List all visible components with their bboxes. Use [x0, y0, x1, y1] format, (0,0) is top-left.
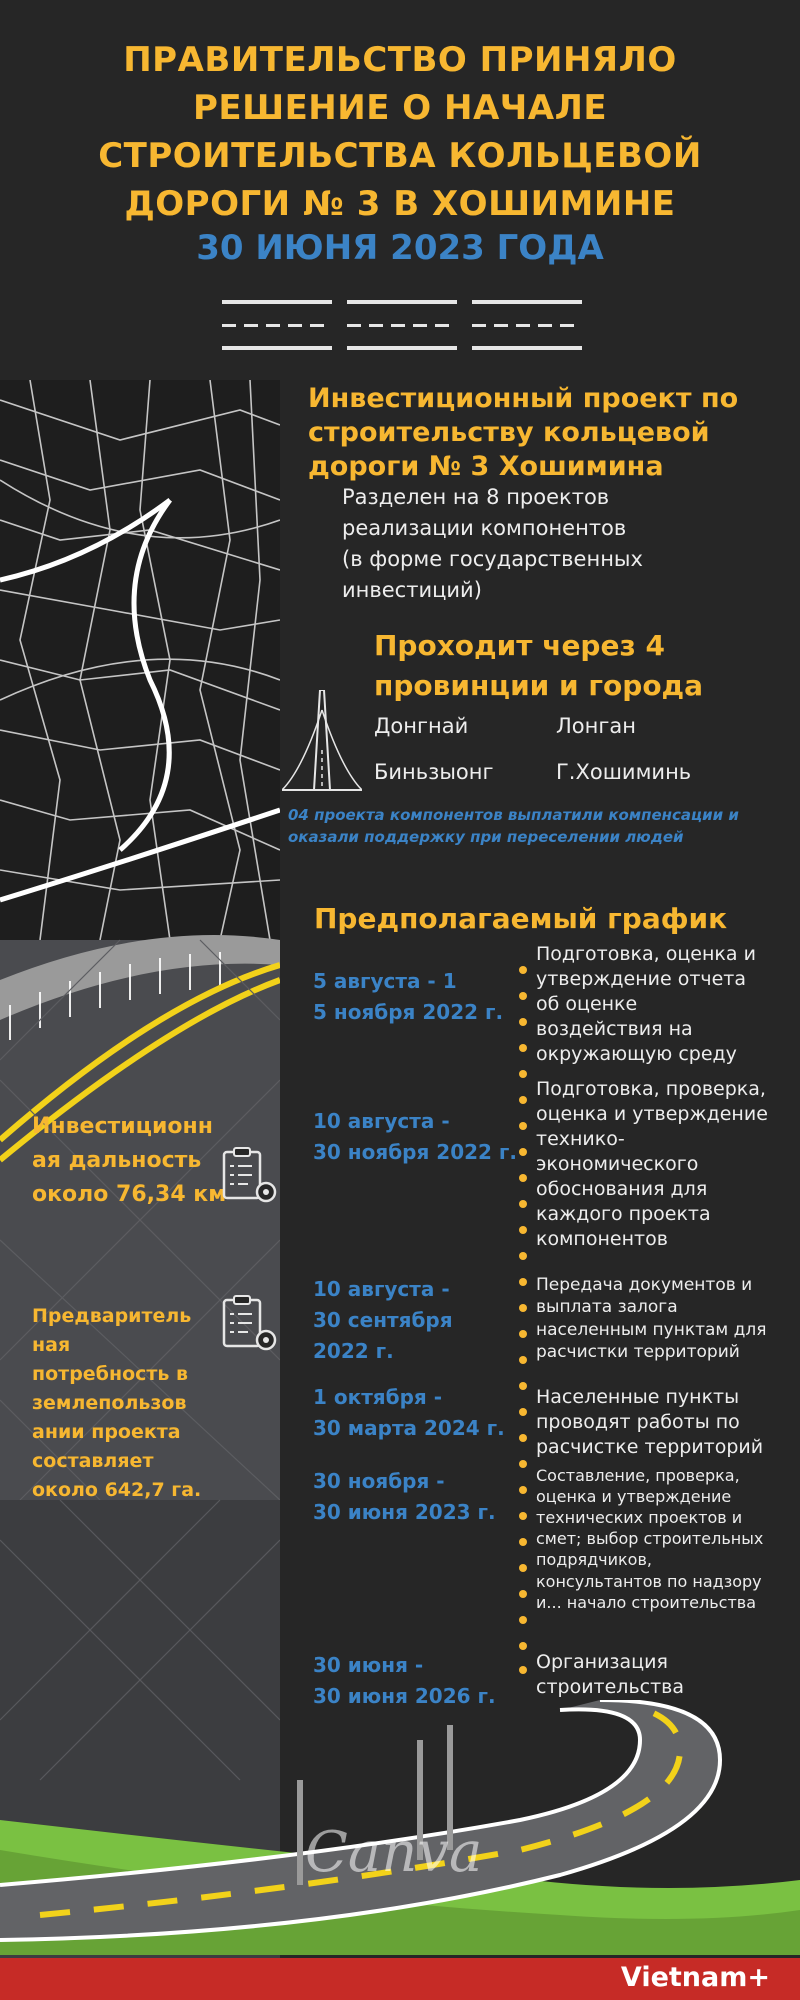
compensation-note: 04 проекта компонентов выплатили компенсации и оказали поддержку при переселении людей [288, 806, 739, 846]
decorative-road-lines [222, 300, 582, 352]
watermark-text: Canva [305, 1820, 483, 1885]
solid-line-row [222, 300, 582, 304]
brand-logo-text: Vietnam+ [620, 1962, 770, 1993]
checklist-gear-icon [218, 1144, 282, 1208]
land-use-stat: Предваритель ная потребность в землепользов ании проекта составляет около 642,7 га. [32, 1305, 202, 1501]
schedule-title: Предполагаемый график [314, 902, 728, 935]
schedule-text: Подготовка, проверка, оценка и утверждение технико- экономического обоснования для каждого проекта компонентов [536, 1078, 768, 1251]
schedule-timeline [516, 966, 530, 1676]
dashed-line-row [222, 324, 582, 328]
bridge-tower-icon [282, 690, 362, 800]
province-item: Лонган [556, 714, 637, 738]
page-title: ПРАВИТЕЛЬСТВО ПРИНЯЛО РЕШЕНИЕ О НАЧАЛЕ СТРОИТЕЛЬСТВА КОЛЬЦЕВОЙ ДОРОГИ № 3 В ХОШИМИНЕ [98, 40, 702, 224]
solid-line-row [222, 346, 582, 350]
schedule-text: Составление, проверка, оценка и утверждение технических проектов и смет; выбор строительных подрядчиков, консультантов по надзору и... начало строительства [536, 1466, 764, 1612]
schedule-text: Передача документов и выплата залога населенным пунктам для расчистки территорий [536, 1275, 767, 1363]
schedule-date: 5 августа - 1 5 ноября 2022 г. [313, 969, 504, 1024]
province-item: Донгнай [374, 714, 469, 738]
schedule-date: 10 августа - 30 ноября 2022 г. [313, 1109, 517, 1164]
schedule-date: 1 октября - 30 марта 2024 г. [313, 1385, 505, 1440]
schedule-date: 10 августа - 30 сентября 2022 г. [313, 1277, 453, 1363]
province-item: Г.Хошиминь [556, 760, 692, 784]
schedule-text: Населенные пункты проводят работы по расчистке территорий [536, 1386, 764, 1459]
schedule-date: 30 июня - 30 июня 2026 г. [313, 1653, 496, 1708]
page-date: 30 ИЮНЯ 2023 ГОДА [196, 228, 604, 268]
schedule-text: Организация строительства [536, 1651, 685, 1699]
provinces-title: Проходит через 4 провинции и города [374, 629, 704, 702]
schedule-date: 30 ноября - 30 июня 2023 г. [313, 1469, 496, 1524]
footer-bar [0, 1958, 800, 2000]
project-title: Инвестиционный проект по строительству кольцевой дороги № 3 Хошимина [308, 383, 739, 482]
distance-stat: Инвестиционн ая дальность около 76,34 км [32, 1114, 227, 1207]
checklist-gear-icon [218, 1292, 282, 1356]
province-item: Биньзыонг [374, 760, 494, 784]
schedule-text: Подготовка, оценка и утверждение отчета об оценке воздействия на окружающую среду [536, 943, 756, 1066]
project-description: Разделен на 8 проектов реализации компонентов (в форме государственных инвестиций) [342, 485, 643, 602]
